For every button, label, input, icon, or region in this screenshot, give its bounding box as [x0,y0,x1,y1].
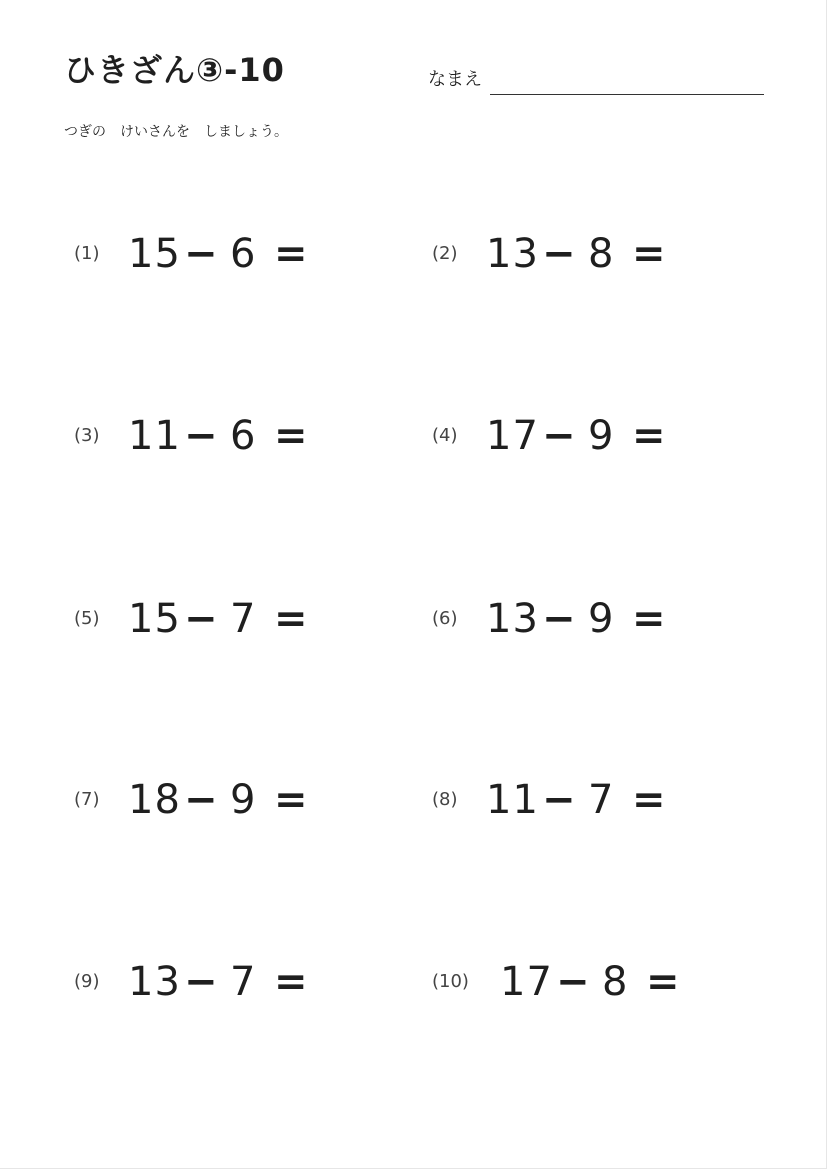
minus-sign: − [542,231,576,277]
subtrahend: 7 [230,959,256,1005]
problem-number: (10) [432,971,469,992]
equals-sign: = [646,959,680,1005]
equals-sign: = [632,777,666,823]
subtrahend: 6 [230,413,256,459]
minus-sign: − [542,777,576,823]
worksheet-title: ひきざん③-10 [64,51,285,89]
subtrahend: 9 [588,596,614,642]
problem-1 [74,230,314,278]
problem-number: (4) [432,425,458,446]
problem-number: (7) [74,789,100,810]
name-write-line[interactable] [490,94,764,95]
minus-sign: − [184,959,218,1005]
subtrahend: 8 [602,959,628,1005]
minus-sign: − [542,413,576,459]
minus-sign: − [184,231,218,277]
minus-sign: − [184,596,218,642]
minuend: 11 [128,413,181,459]
subtrahend: 9 [230,777,256,823]
name-label: なまえ [428,69,482,90]
equals-sign: = [632,596,666,642]
subtrahend: 7 [588,777,614,823]
equals-sign: = [632,413,666,459]
minuend: 13 [486,231,539,277]
problem-number: (1) [74,243,100,264]
subtrahend: 7 [230,596,256,642]
minuend: 18 [128,777,181,823]
minus-sign: − [184,777,218,823]
problem-3 [74,412,314,460]
minuend: 13 [128,959,181,1005]
equals-sign: = [632,231,666,277]
minuend: 15 [128,231,181,277]
subtrahend: 8 [588,231,614,277]
minuend: 15 [128,596,181,642]
problem-9 [74,958,314,1006]
problem-5 [74,595,314,643]
minus-sign: − [542,596,576,642]
equals-sign: = [274,231,308,277]
problem-number: (9) [74,971,100,992]
minus-sign: − [184,413,218,459]
problem-number: (8) [432,789,458,810]
minuend: 11 [486,777,539,823]
equals-sign: = [274,596,308,642]
subtrahend: 6 [230,231,256,277]
problem-4 [432,412,672,460]
problem-number: (3) [74,425,100,446]
problem-7 [74,776,314,824]
minuend: 17 [500,959,553,1005]
instruction-text: つぎの けいさんを しましょう。 [64,124,288,140]
problem-6 [432,595,672,643]
problem-8 [432,776,672,824]
problem-10 [432,958,692,1006]
subtrahend: 9 [588,413,614,459]
minuend: 13 [486,596,539,642]
equals-sign: = [274,959,308,1005]
minus-sign: − [556,959,590,1005]
problem-2 [432,230,672,278]
equals-sign: = [274,413,308,459]
equals-sign: = [274,777,308,823]
problem-number: (5) [74,608,100,629]
minuend: 17 [486,413,539,459]
problem-number: (6) [432,608,458,629]
problem-number: (2) [432,243,458,264]
